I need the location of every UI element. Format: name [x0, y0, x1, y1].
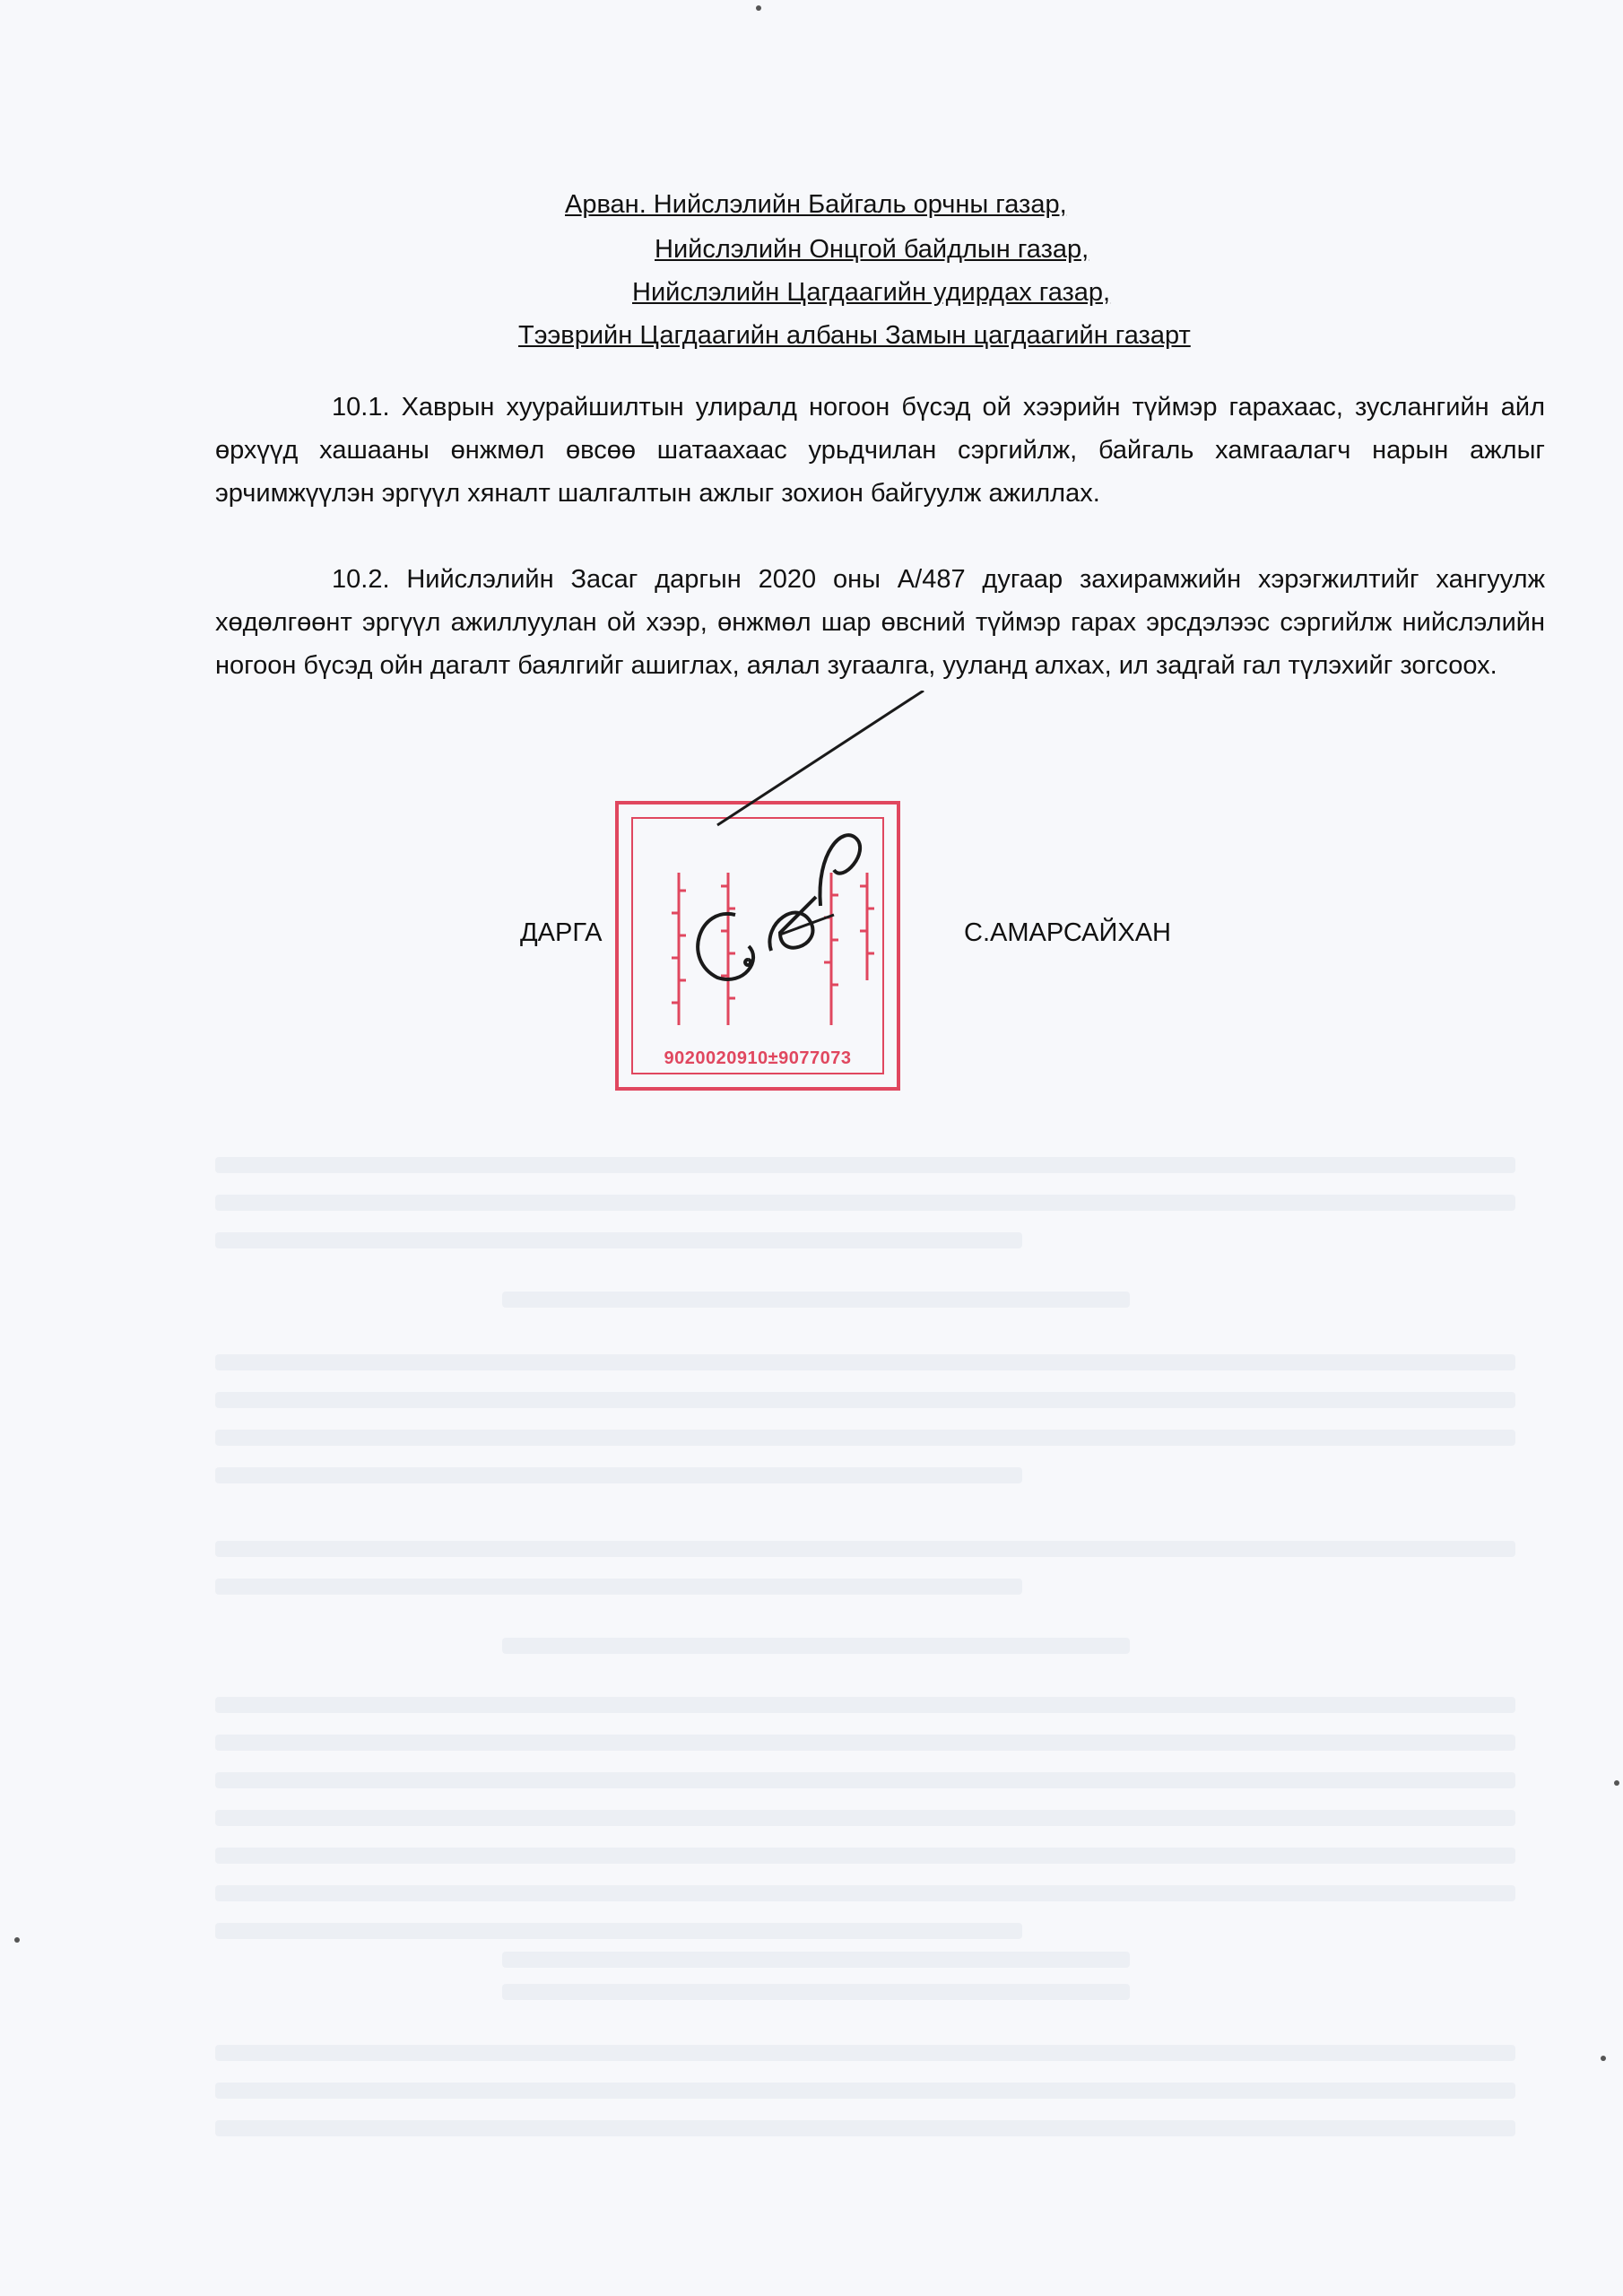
scan-speck: [756, 5, 761, 11]
bleed-through-line: [215, 1195, 1515, 1211]
bleed-through-line: [215, 1848, 1515, 1864]
bleed-through-line: [215, 1923, 1022, 1939]
clause-paragraph: 10.1. Хаврын хуурайшилтын улиралд ногоон бүсэд ой хээрийн түймэр гарахаас, зуслангийн айл өрхүүд хашааны өнжмөл өвсөө шатаахаас урьдчилан сэргийлж, байгаль хамгаалагч нарын ажлыг эрчимжүүлэн эргүүл хяналт шалгалтын ажлыг зохион байгуулж ажиллах.: [215, 393, 1545, 508]
bleed-through-line: [215, 1467, 1022, 1483]
addressee-heading: Арван. Нийслэлийн Байгаль орчны газар,: [565, 190, 1067, 219]
bleed-through-line: [215, 2083, 1515, 2099]
bleed-through-line: [215, 1810, 1515, 1826]
bleed-through-line: [215, 1541, 1515, 1557]
bleed-through-line: [215, 1697, 1515, 1713]
bleed-through-line: [215, 1885, 1515, 1901]
scan-speck: [1614, 1780, 1619, 1786]
scan-speck: [14, 1937, 20, 1943]
bleed-through-line: [215, 1735, 1515, 1751]
scan-speck: [1601, 2056, 1606, 2061]
addressee-heading: Нийслэлийн Цагдаагийн удирдах газар,: [632, 278, 1111, 307]
clause-paragraph: 10.2. Нийслэлийн Засаг даргын 2020 оны А/487 дугаар захирамжийн хэрэгжилтийг хангуулж хөдөлгөөнт эргүүл ажиллуулан ой хээр, өнжмөл шар өвсний түймэр гарах эрсдэлээс сэргийлж нийслэлийн ногоон бүсэд ойн дагалт баялгийг ашиглах, аялал зугаалга, ууланд алхах, ил задгай гал түлэхийг зогсоох.: [215, 565, 1545, 680]
addressee-heading: Нийслэлийн Онцгой байдлын газар,: [655, 235, 1089, 264]
bleed-through-line: [215, 2045, 1515, 2061]
bleed-through-line: [215, 1578, 1022, 1595]
signatory-title: ДАРГА: [520, 918, 603, 947]
addressee-heading: Тээврийн Цагдаагийн албаны Замын цагдаагийн газарт: [518, 321, 1191, 350]
bleed-through-line: [502, 1638, 1130, 1654]
bleed-through-line: [215, 1232, 1022, 1248]
handwritten-signature: [664, 691, 950, 1013]
bleed-through-line: [215, 1430, 1515, 1446]
bleed-through-line: [502, 1952, 1130, 1968]
bleed-through-line: [215, 1354, 1515, 1370]
bleed-through-line: [215, 2120, 1515, 2136]
stamp-registration-code: 9020020910±9077073: [664, 1048, 852, 1068]
bleed-through-line: [215, 1157, 1515, 1173]
signatory-name: С.АМАРСАЙХАН: [964, 918, 1171, 947]
bleed-through-line: [215, 1772, 1515, 1788]
bleed-through-line: [215, 1392, 1515, 1408]
bleed-through-line: [502, 1292, 1130, 1308]
bleed-through-line: [502, 1984, 1130, 2000]
